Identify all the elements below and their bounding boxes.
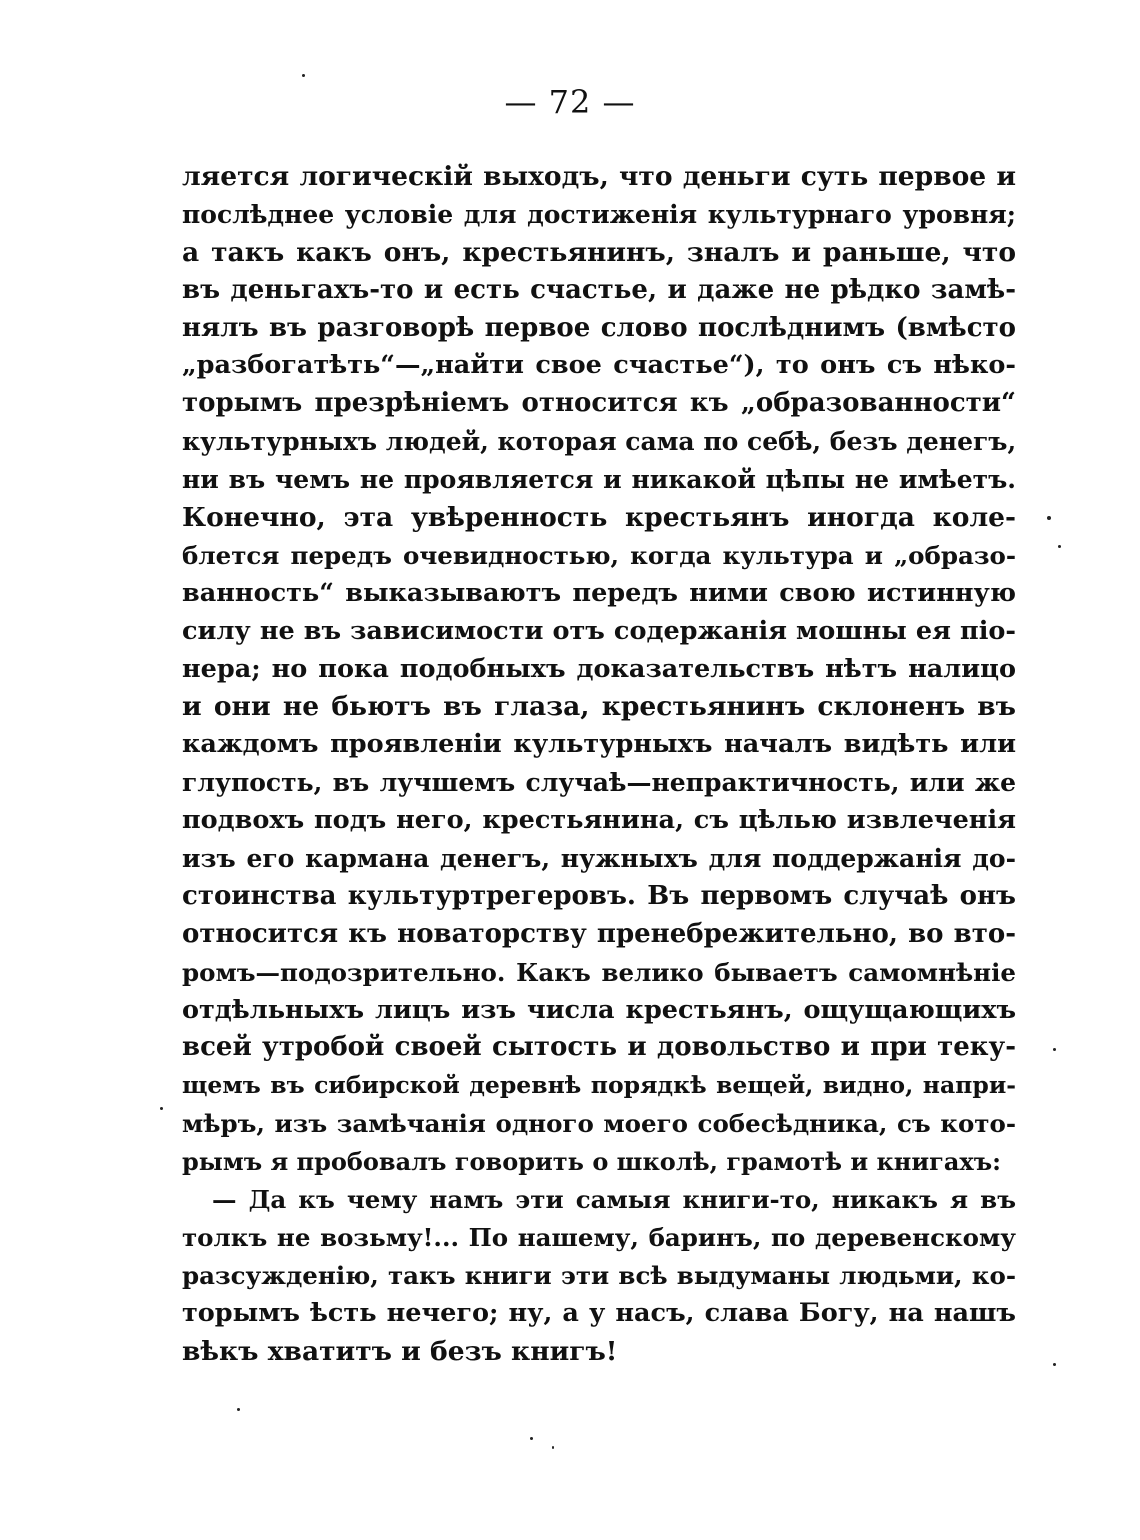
- text-line: нера; но пока подобныхъ доказательствъ нѣтъ налицо: [182, 653, 1016, 684]
- text-line: въ деньгахъ-то и есть счастье, и даже не рѣдко замѣ-: [182, 274, 1016, 305]
- text-line: глупость, въ лучшемъ случаѣ—непрактичность, или же: [182, 768, 1016, 798]
- scan-speck: [552, 1446, 554, 1449]
- text-line: торымъ ѣсть нечего; ну, а у насъ, слава Богу, на нашъ: [182, 1297, 1016, 1328]
- text-line: „разбогатѣть“—„найти свое счастье“), то онъ съ нѣко-: [182, 350, 1016, 381]
- text-line: рымъ я пробовалъ говорить о школѣ, грамотѣ и книгахъ:: [182, 1147, 1002, 1177]
- scan-speck: [1047, 516, 1051, 520]
- scan-speck: [1053, 1363, 1056, 1366]
- text-line: изъ его кармана денегъ, нужныхъ для поддержанія до-: [182, 844, 1016, 874]
- text-line: ляется логическій выходъ, что деньги суть первое и: [182, 161, 1016, 192]
- text-line: щемъ въ сибирской деревнѣ порядкѣ вещей, видно, напри-: [182, 1071, 1016, 1100]
- scan-speck: [237, 1408, 240, 1411]
- scan-speck: [530, 1437, 533, 1440]
- text-line: нялъ въ разговорѣ первое слово послѣднимъ (вмѣсто: [182, 312, 1016, 343]
- text-line: торымъ презрѣніемъ относится къ „образованности“: [182, 388, 1016, 419]
- scan-speck: [160, 1107, 163, 1110]
- scan-speck: [1058, 545, 1061, 548]
- page-number: — 72 —: [504, 83, 636, 121]
- text-line: культурныхъ людей, которая сама по себѣ, безъ денегъ,: [182, 427, 1017, 457]
- body-text: [182, 158, 1016, 1371]
- text-line: вѣкъ хватитъ и безъ книгъ!: [182, 1335, 618, 1367]
- text-line: ромъ—подозрительно. Какъ велико бываетъ самомнѣніе: [182, 957, 1016, 987]
- scan-speck: [1053, 1048, 1056, 1051]
- text-line: Конечно, эта увѣренность крестьянъ иногда коле-: [182, 502, 1016, 534]
- text-line: относится къ новаторству пренебрежительно, во вто-: [182, 918, 1016, 949]
- text-line: отдѣльныхъ лицъ изъ числа крестьянъ, ощущающихъ: [182, 994, 1016, 1025]
- dialogue-line: — Да къ чему намъ эти самыя книги-то, никакъ я въ: [212, 1185, 1016, 1215]
- text-line: ванность“ выказываютъ передъ ними свою истинную: [182, 577, 1016, 608]
- text-line: подвохъ подъ него, крестьянина, съ цѣлью извлеченія: [182, 805, 1016, 836]
- text-line: толкъ не возьму!... По нашему, баринъ, по деревенскому: [182, 1222, 1016, 1252]
- text-line: мѣръ, изъ замѣчанія одного моего собесѣдника, съ кото-: [182, 1109, 1016, 1139]
- text-line: блется передъ очевидностью, когда культура и „образо-: [182, 540, 1016, 570]
- text-line: разсужденію, такъ книги эти всѣ выдуманы людьми, ко-: [182, 1260, 1016, 1290]
- text-line: и они не бьютъ въ глаза, крестьянинъ склоненъ въ: [182, 691, 1016, 723]
- text-line: послѣднее условіе для достиженія культурнаго уровня;: [182, 199, 1016, 229]
- scan-speck: [302, 74, 305, 77]
- text-line: каждомъ проявленіи культурныхъ началъ видѣть или: [182, 729, 1016, 760]
- text-line: силу не въ зависимости отъ содержанія мошны ея піо-: [182, 615, 1016, 646]
- text-line: ни въ чемъ не проявляется и никакой цѣпы не имѣетъ.: [182, 465, 1016, 495]
- text-line: всей утробой своей сытость и довольство и при теку-: [182, 1032, 1016, 1063]
- text-line: стоинства культуртрегеровъ. Въ первомъ случаѣ онъ: [182, 880, 1016, 911]
- text-line: а такъ какъ онъ, крестьянинъ, зналъ и раньше, что: [182, 236, 1016, 268]
